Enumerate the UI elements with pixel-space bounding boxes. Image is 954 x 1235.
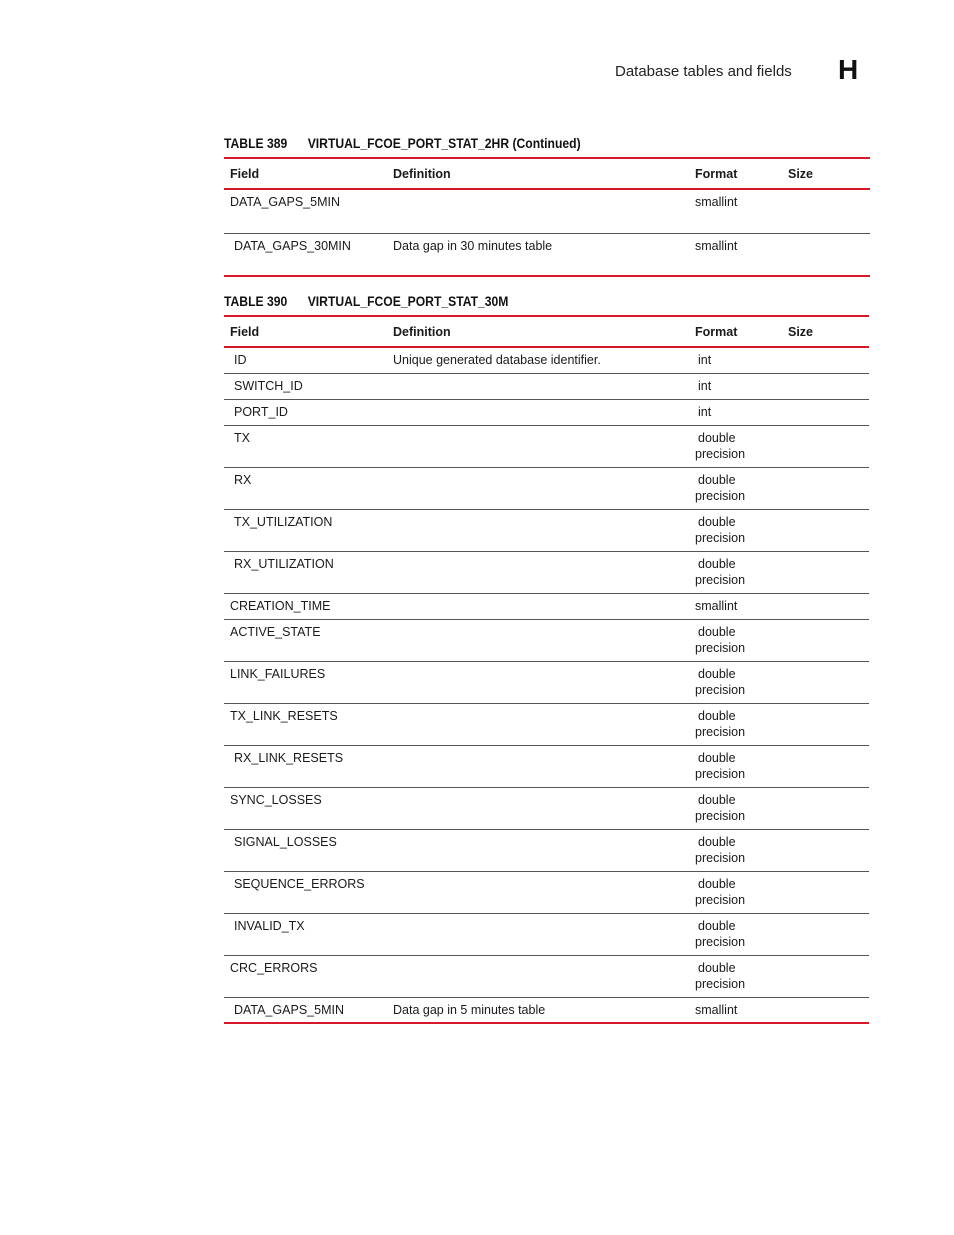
cell-format: double precision <box>689 661 782 703</box>
cell-size <box>782 233 870 276</box>
table-row <box>224 913 869 955</box>
cell-definition <box>387 787 689 829</box>
cell-definition <box>387 551 689 593</box>
column-header-size: Size <box>788 166 814 181</box>
appendix-letter: H <box>838 54 859 85</box>
cell-size <box>782 593 869 619</box>
cell-definition <box>387 871 689 913</box>
column-header-size: Size <box>788 324 814 339</box>
cell-format: double precision <box>689 871 782 913</box>
cell-field: TX <box>224 425 387 467</box>
cell-definition <box>387 913 689 955</box>
cell-field: SWITCH_ID <box>224 373 387 399</box>
cell-format: double precision <box>689 787 782 829</box>
cell-definition <box>387 619 689 661</box>
cell-size <box>782 661 869 703</box>
cell-field: TX_UTILIZATION <box>224 509 387 551</box>
cell-field: ACTIVE_STATE <box>224 619 387 661</box>
table-row <box>224 347 869 373</box>
cell-size <box>782 347 869 373</box>
cell-format: double precision <box>689 467 782 509</box>
cell-definition: Data gap in 5 minutes table <box>387 997 689 1023</box>
cell-format: smallint <box>689 593 782 619</box>
table-row <box>224 661 869 703</box>
table-389-number: TABLE 389 <box>224 136 288 151</box>
table-row <box>224 399 869 425</box>
cell-definition <box>387 509 689 551</box>
cell-size <box>782 787 869 829</box>
table-389 <box>224 157 870 277</box>
table-390-body <box>224 347 869 1023</box>
cell-definition <box>387 373 689 399</box>
cell-size <box>782 509 869 551</box>
cell-size <box>782 551 869 593</box>
column-header-field: Field <box>230 166 260 181</box>
table-389-title: VIRTUAL_FCOE_PORT_STAT_2HR (Continued) <box>307 136 581 151</box>
cell-definition <box>387 703 689 745</box>
cell-field: SEQUENCE_ERRORS <box>224 871 387 913</box>
table-row <box>224 593 869 619</box>
cell-format: smallint <box>689 233 782 276</box>
cell-field: DATA_GAPS_5MIN <box>224 189 387 233</box>
cell-format: int <box>689 373 782 399</box>
table-389-header-row <box>224 158 870 189</box>
cell-definition <box>387 829 689 871</box>
cell-format: double precision <box>689 425 782 467</box>
cell-size <box>782 913 869 955</box>
cell-size <box>782 703 869 745</box>
cell-field: CRC_ERRORS <box>224 955 387 997</box>
column-header-field: Field <box>230 324 260 339</box>
column-header-definition: Definition <box>393 324 451 339</box>
cell-size <box>782 425 869 467</box>
cell-definition <box>387 399 689 425</box>
table-389-body <box>224 189 870 276</box>
table-row <box>224 425 869 467</box>
cell-field: PORT_ID <box>224 399 387 425</box>
cell-field: DATA_GAPS_30MIN <box>224 233 387 276</box>
cell-definition: Data gap in 30 minutes table <box>387 233 689 276</box>
cell-field: LINK_FAILURES <box>224 661 387 703</box>
cell-format: int <box>689 399 782 425</box>
cell-size <box>782 189 870 233</box>
cell-field: SYNC_LOSSES <box>224 787 387 829</box>
table-row <box>224 997 869 1023</box>
cell-field: RX_UTILIZATION <box>224 551 387 593</box>
cell-definition <box>387 745 689 787</box>
column-header-definition: Definition <box>393 166 451 181</box>
table-row <box>224 829 869 871</box>
cell-format: double precision <box>689 703 782 745</box>
table-390-caption <box>224 294 508 309</box>
table-390-number: TABLE 390 <box>224 294 288 309</box>
table-row <box>224 233 870 276</box>
column-header-format: Format <box>695 324 738 339</box>
cell-field: INVALID_TX <box>224 913 387 955</box>
cell-field: SIGNAL_LOSSES <box>224 829 387 871</box>
cell-format: double precision <box>689 509 782 551</box>
cell-size <box>782 745 869 787</box>
cell-field: TX_LINK_RESETS <box>224 703 387 745</box>
cell-field: DATA_GAPS_5MIN <box>224 997 387 1023</box>
cell-format: int <box>689 347 782 373</box>
cell-definition <box>387 467 689 509</box>
cell-size <box>782 467 869 509</box>
cell-size <box>782 373 869 399</box>
table-row <box>224 509 869 551</box>
cell-definition <box>387 955 689 997</box>
table-row <box>224 787 869 829</box>
cell-definition <box>387 661 689 703</box>
cell-field: RX <box>224 467 387 509</box>
table-row <box>224 871 869 913</box>
table-390 <box>224 315 869 1024</box>
cell-format: double precision <box>689 551 782 593</box>
cell-format: double precision <box>689 619 782 661</box>
cell-format: double precision <box>689 745 782 787</box>
cell-size <box>782 997 869 1023</box>
table-row <box>224 373 869 399</box>
cell-definition: Unique generated database identifier. <box>387 347 689 373</box>
cell-field: RX_LINK_RESETS <box>224 745 387 787</box>
cell-format: smallint <box>689 189 782 233</box>
cell-size <box>782 619 869 661</box>
cell-field: CREATION_TIME <box>224 593 387 619</box>
table-row <box>224 551 869 593</box>
table-390-header-row <box>224 316 869 347</box>
table-389-caption <box>224 136 581 151</box>
cell-size <box>782 829 869 871</box>
table-row <box>224 467 869 509</box>
cell-format: double precision <box>689 955 782 997</box>
cell-size <box>782 871 869 913</box>
column-header-format: Format <box>695 166 738 181</box>
cell-format: smallint <box>689 997 782 1023</box>
cell-format: double precision <box>689 913 782 955</box>
cell-size <box>782 955 869 997</box>
table-row <box>224 703 869 745</box>
cell-format: double precision <box>689 829 782 871</box>
table-390-title: VIRTUAL_FCOE_PORT_STAT_30M <box>307 294 509 309</box>
table-row <box>224 955 869 997</box>
table-row <box>224 745 869 787</box>
table-row <box>224 189 870 233</box>
cell-field: ID <box>224 347 387 373</box>
cell-definition <box>387 593 689 619</box>
table-row <box>224 619 869 661</box>
cell-definition <box>387 189 689 233</box>
running-header-title: Database tables and fields <box>615 63 792 80</box>
cell-definition <box>387 425 689 467</box>
cell-size <box>782 399 869 425</box>
